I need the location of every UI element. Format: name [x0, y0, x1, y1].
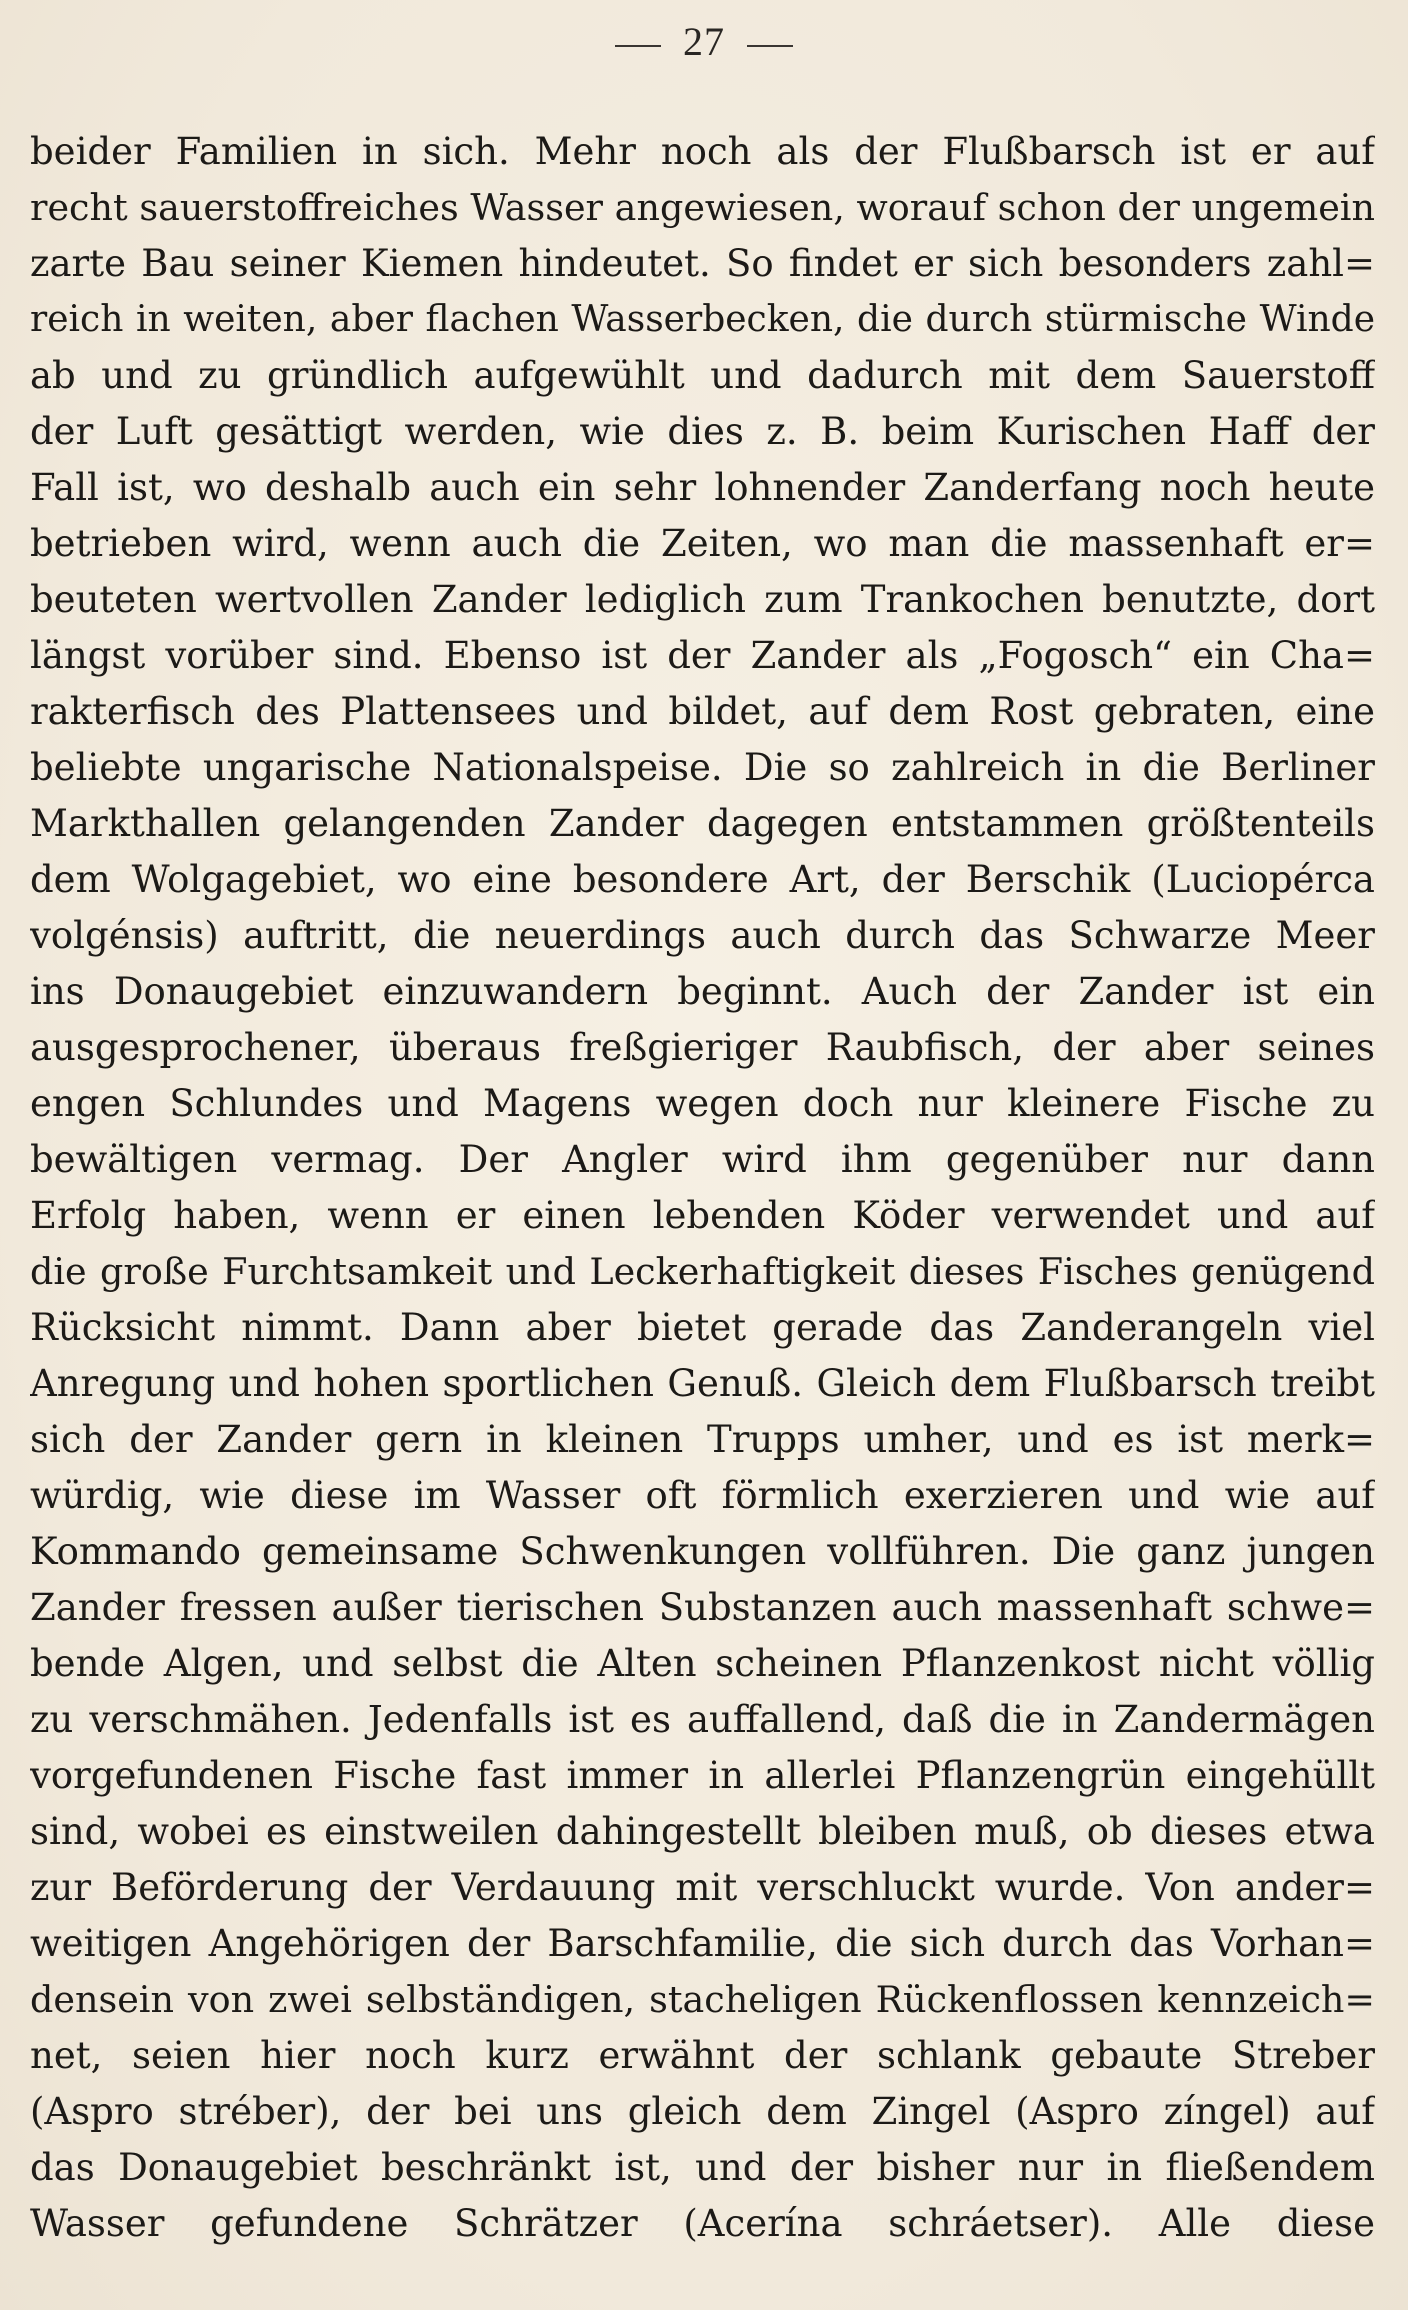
text-line: reich in weiten, aber flachen Wasserbecken, die durch stürmische Winde: [30, 299, 1375, 340]
text-line: recht sauerstoffreiches Wasser angewiesen, worauf schon der ungemein: [30, 186, 1375, 229]
text-line: ab und zu gründlich aufgewühlt und dadurch mit dem Sauerstoff: [30, 354, 1375, 397]
text-line: Erfolg haben, wenn er einen lebenden Köder verwendet und auf: [30, 1194, 1375, 1237]
text-line: dem Wolgagebiet, wo eine besondere Art, der Berschik (Luciopérca: [30, 858, 1375, 901]
text-line: Fall ist, wo deshalb auch ein sehr lohnender Zanderfang noch heute: [30, 466, 1375, 509]
text-line: volgénsis) auftritt, die neuerdings auch durch das Schwarze Meer: [30, 914, 1375, 957]
text-line: vorgefundenen Fische fast immer in allerlei Pflanzengrün eingehüllt: [30, 1754, 1375, 1797]
text-line: ausgesprochener, überaus freßgieriger Raubfisch, der aber seines: [30, 1026, 1375, 1069]
text-line: ins Donaugebiet einzuwandern beginnt. Auch der Zander ist ein: [30, 970, 1375, 1013]
text-line: engen Schlundes und Magens wegen doch nur kleinere Fische zu: [30, 1082, 1375, 1125]
text-line: beliebte ungarische Nationalspeise. Die so zahlreich in die Berliner: [30, 746, 1375, 789]
text-line: Markthallen gelangenden Zander dagegen entstammen größtenteils: [30, 802, 1375, 845]
text-line: das Donaugebiet beschränkt ist, und der bisher nur in fließendem: [30, 2146, 1375, 2189]
text-line: würdig, wie diese im Wasser oft förmlich exerzieren und wie auf: [30, 1474, 1375, 1517]
text-line: Wasser gefundene Schrätzer (Acerína schráetser). Alle diese: [30, 2202, 1375, 2245]
text-line: der Luft gesättigt werden, wie dies z. B. beim Kurischen Haff der: [30, 410, 1375, 453]
text-line: beuteten wertvollen Zander lediglich zum Trankochen benutzte, dort: [30, 578, 1375, 621]
page-number: [0, 18, 1408, 65]
text-line: net, seien hier noch kurz erwähnt der schlank gebaute Streber: [30, 2034, 1375, 2077]
page-number-value: 27: [683, 19, 725, 64]
left-dash: [615, 45, 661, 47]
text-line: Zander fressen außer tierischen Substanzen auch massenhaft schwe=: [30, 1586, 1375, 1629]
text-line: sich der Zander gern in kleinen Trupps umher, und es ist merk=: [30, 1418, 1375, 1461]
text-line: densein von zwei selbständigen, stacheligen Rückenflossen kennzeich=: [30, 1978, 1375, 2021]
text-line: bewältigen vermag. Der Angler wird ihm gegenüber nur dann: [30, 1138, 1375, 1181]
text-line: längst vorüber sind. Ebenso ist der Zander als „Fogosch“ ein Cha=: [30, 634, 1375, 677]
text-line: rakterfisch des Plattensees und bildet, auf dem Rost gebraten, eine: [30, 690, 1375, 733]
text-line: (Aspro stréber), der bei uns gleich dem Zingel (Aspro zíngel) auf: [30, 2090, 1375, 2133]
text-line: Rücksicht nimmt. Dann aber bietet gerade das Zanderangeln viel: [30, 1306, 1375, 1349]
text-line: zu verschmähen. Jedenfalls ist es auffallend, daß die in Zandermägen: [30, 1698, 1375, 1741]
text-line: bende Algen, und selbst die Alten scheinen Pflanzenkost nicht völlig: [30, 1642, 1375, 1685]
text-line: weitigen Angehörigen der Barschfamilie, die sich durch das Vorhan=: [30, 1922, 1375, 1965]
text-line: betrieben wird, wenn auch die Zeiten, wo man die massenhaft er=: [30, 522, 1375, 565]
text-line: Anregung und hohen sportlichen Genuß. Gleich dem Flußbarsch treibt: [30, 1362, 1375, 1405]
text-line: die große Furchtsamkeit und Leckerhaftigkeit dieses Fisches genügend: [30, 1250, 1375, 1293]
text-line: zarte Bau seiner Kiemen hindeutet. So findet er sich besonders zahl=: [30, 242, 1375, 285]
body-text: [30, 124, 1375, 2252]
text-line: beider Familien in sich. Mehr noch als der Flußbarsch ist er auf: [30, 130, 1375, 173]
text-line: sind, wobei es einstweilen dahingestellt bleiben muß, ob dieses etwa: [30, 1810, 1375, 1853]
text-line: zur Beförderung der Verdauung mit verschluckt wurde. Von ander=: [30, 1866, 1375, 1909]
right-dash: [747, 45, 793, 47]
text-line: Kommando gemeinsame Schwenkungen vollführen. Die ganz jungen: [30, 1530, 1375, 1573]
